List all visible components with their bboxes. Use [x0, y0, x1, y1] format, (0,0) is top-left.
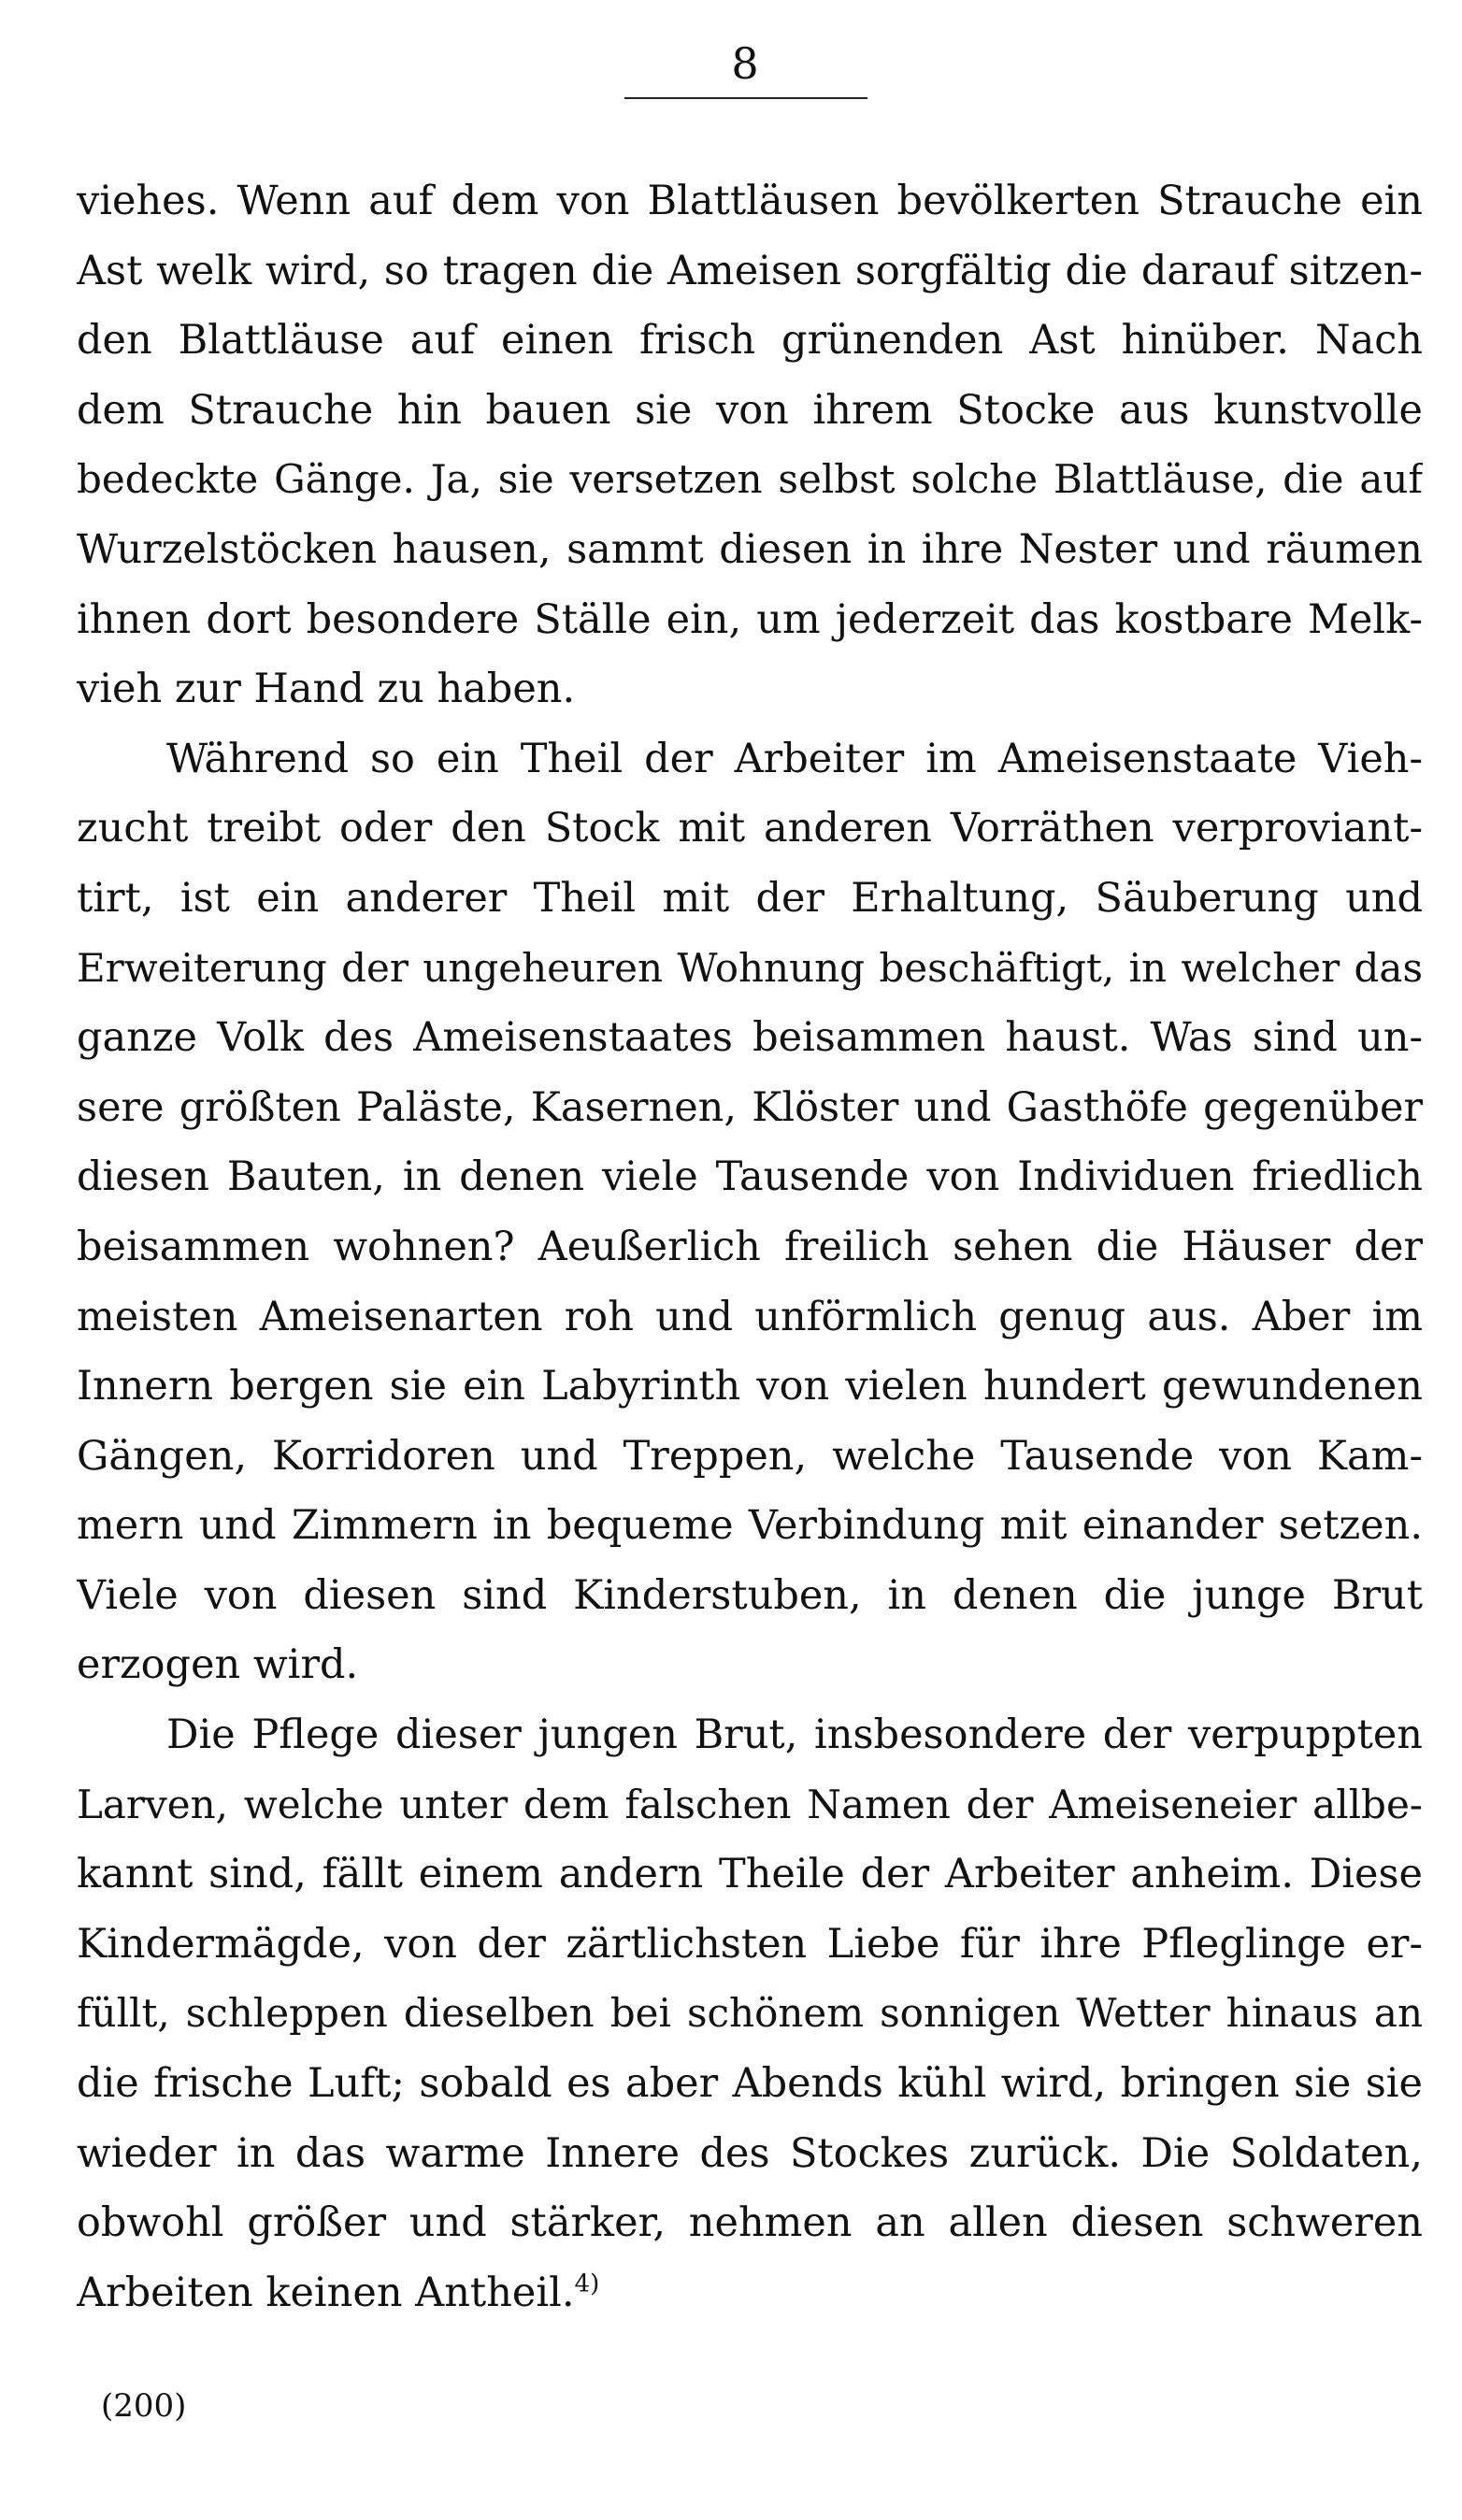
text-line: tirt, ist ein anderer Theil mit der Erhaltung, Säuberung und	[77, 874, 1423, 922]
text-line: erzogen wird.	[77, 1641, 359, 1689]
text-line: meisten Ameisenarten roh und unförmlich genug aus. Aber im	[77, 1293, 1423, 1340]
printer-signature: (200)	[101, 2387, 187, 2425]
text-line: mern und Zimmern in bequeme Verbindung mit einander setzen.	[77, 1502, 1423, 1550]
text-line: Larven, welche unter dem falschen Namen der Ameiseneier allbe-	[77, 1781, 1423, 1827]
text-line: bedeckte Gänge. Ja, sie versetzen selbst solche Blattläuse, die auf	[77, 456, 1423, 503]
text-line: den Blattläuse auf einen frisch grünenden Ast hinüber. Nach	[77, 317, 1423, 365]
text-line: zucht treibt oder den Stock mit anderen Vorräthen verproviant-	[77, 805, 1423, 852]
text-line: füllt, schleppen dieselben bei schönem sonnigen Wetter hinaus an	[77, 1990, 1423, 2037]
text-line: obwohl größer und stärker, nehmen an allen diesen schweren	[77, 2199, 1423, 2247]
text-line: Innern bergen sie ein Labyrinth von vielen hundert gewundenen	[77, 1363, 1423, 1410]
text-line: wieder in das warme Innere des Stockes zurück. Die Soldaten,	[77, 2129, 1423, 2177]
text-line: Die Pflege dieser jungen Brut, insbesondere der verpuppten	[166, 1711, 1423, 1759]
text-line: vieh zur Hand zu haben.	[77, 666, 576, 713]
text-line: sere größten Paläste, Kasernen, Klöster und Gasthöfe gegenüber	[77, 1083, 1423, 1131]
text-line: viehes. Wenn auf dem von Blattläusen bevölkerten Strauche ein	[77, 178, 1423, 224]
footnote-marker[interactable]: 4)	[574, 2269, 600, 2298]
text-line: Viele von diesen sind Kinderstuben, in denen die junge Brut	[77, 1571, 1423, 1619]
text-line: diesen Bauten, in denen viele Tausende von Individuen friedlich	[77, 1153, 1423, 1201]
text-line: die frische Luft; sobald es aber Abends kühl wird, bringen sie sie	[77, 2060, 1423, 2108]
text-line: Während so ein Theil der Arbeiter im Ameisenstaate Vieh-	[166, 735, 1423, 782]
text-line: Gängen, Korridoren und Treppen, welche Tausende von Kam-	[77, 1432, 1423, 1480]
paragraph-3	[77, 1700, 1423, 2327]
text-line: Erweiterung der ungeheuren Wohnung beschäftigt, in welcher das	[77, 944, 1423, 991]
final-line-text: Arbeiten keinen Antheil.	[77, 2269, 575, 2316]
page-number: 8	[731, 38, 759, 89]
text-line: kannt sind, fällt einem andern Theile der Arbeiter anheim. Diese	[77, 1851, 1423, 1898]
paragraph-2	[77, 724, 1423, 1700]
body-text	[77, 166, 1423, 2327]
text-line: Ast welk wird, so tragen die Ameisen sorgfältig die darauf sitzen-	[77, 247, 1423, 294]
text-line: ihnen dort besondere Ställe ein, um jederzeit das kostbare Melk-	[77, 595, 1423, 643]
text-line: beisammen wohnen? Aeußerlich freilich sehen die Häuser der	[77, 1223, 1423, 1270]
header-rule	[624, 97, 867, 99]
text-line: ganze Volk des Ameisenstaates beisammen haust. Was sind un-	[77, 1014, 1423, 1062]
text-line: dem Strauche hin bauen sie von ihrem Stocke aus kunstvolle	[77, 386, 1423, 434]
text-line: Kindermägde, von der zärtlichsten Liebe für ihre Pfleglinge er-	[77, 1920, 1423, 1968]
paragraph-1	[77, 166, 1423, 724]
text-line: Wurzelstöcken hausen, sammt diesen in ihre Nester und räumen	[77, 525, 1423, 573]
text-line-final	[77, 2258, 1423, 2328]
